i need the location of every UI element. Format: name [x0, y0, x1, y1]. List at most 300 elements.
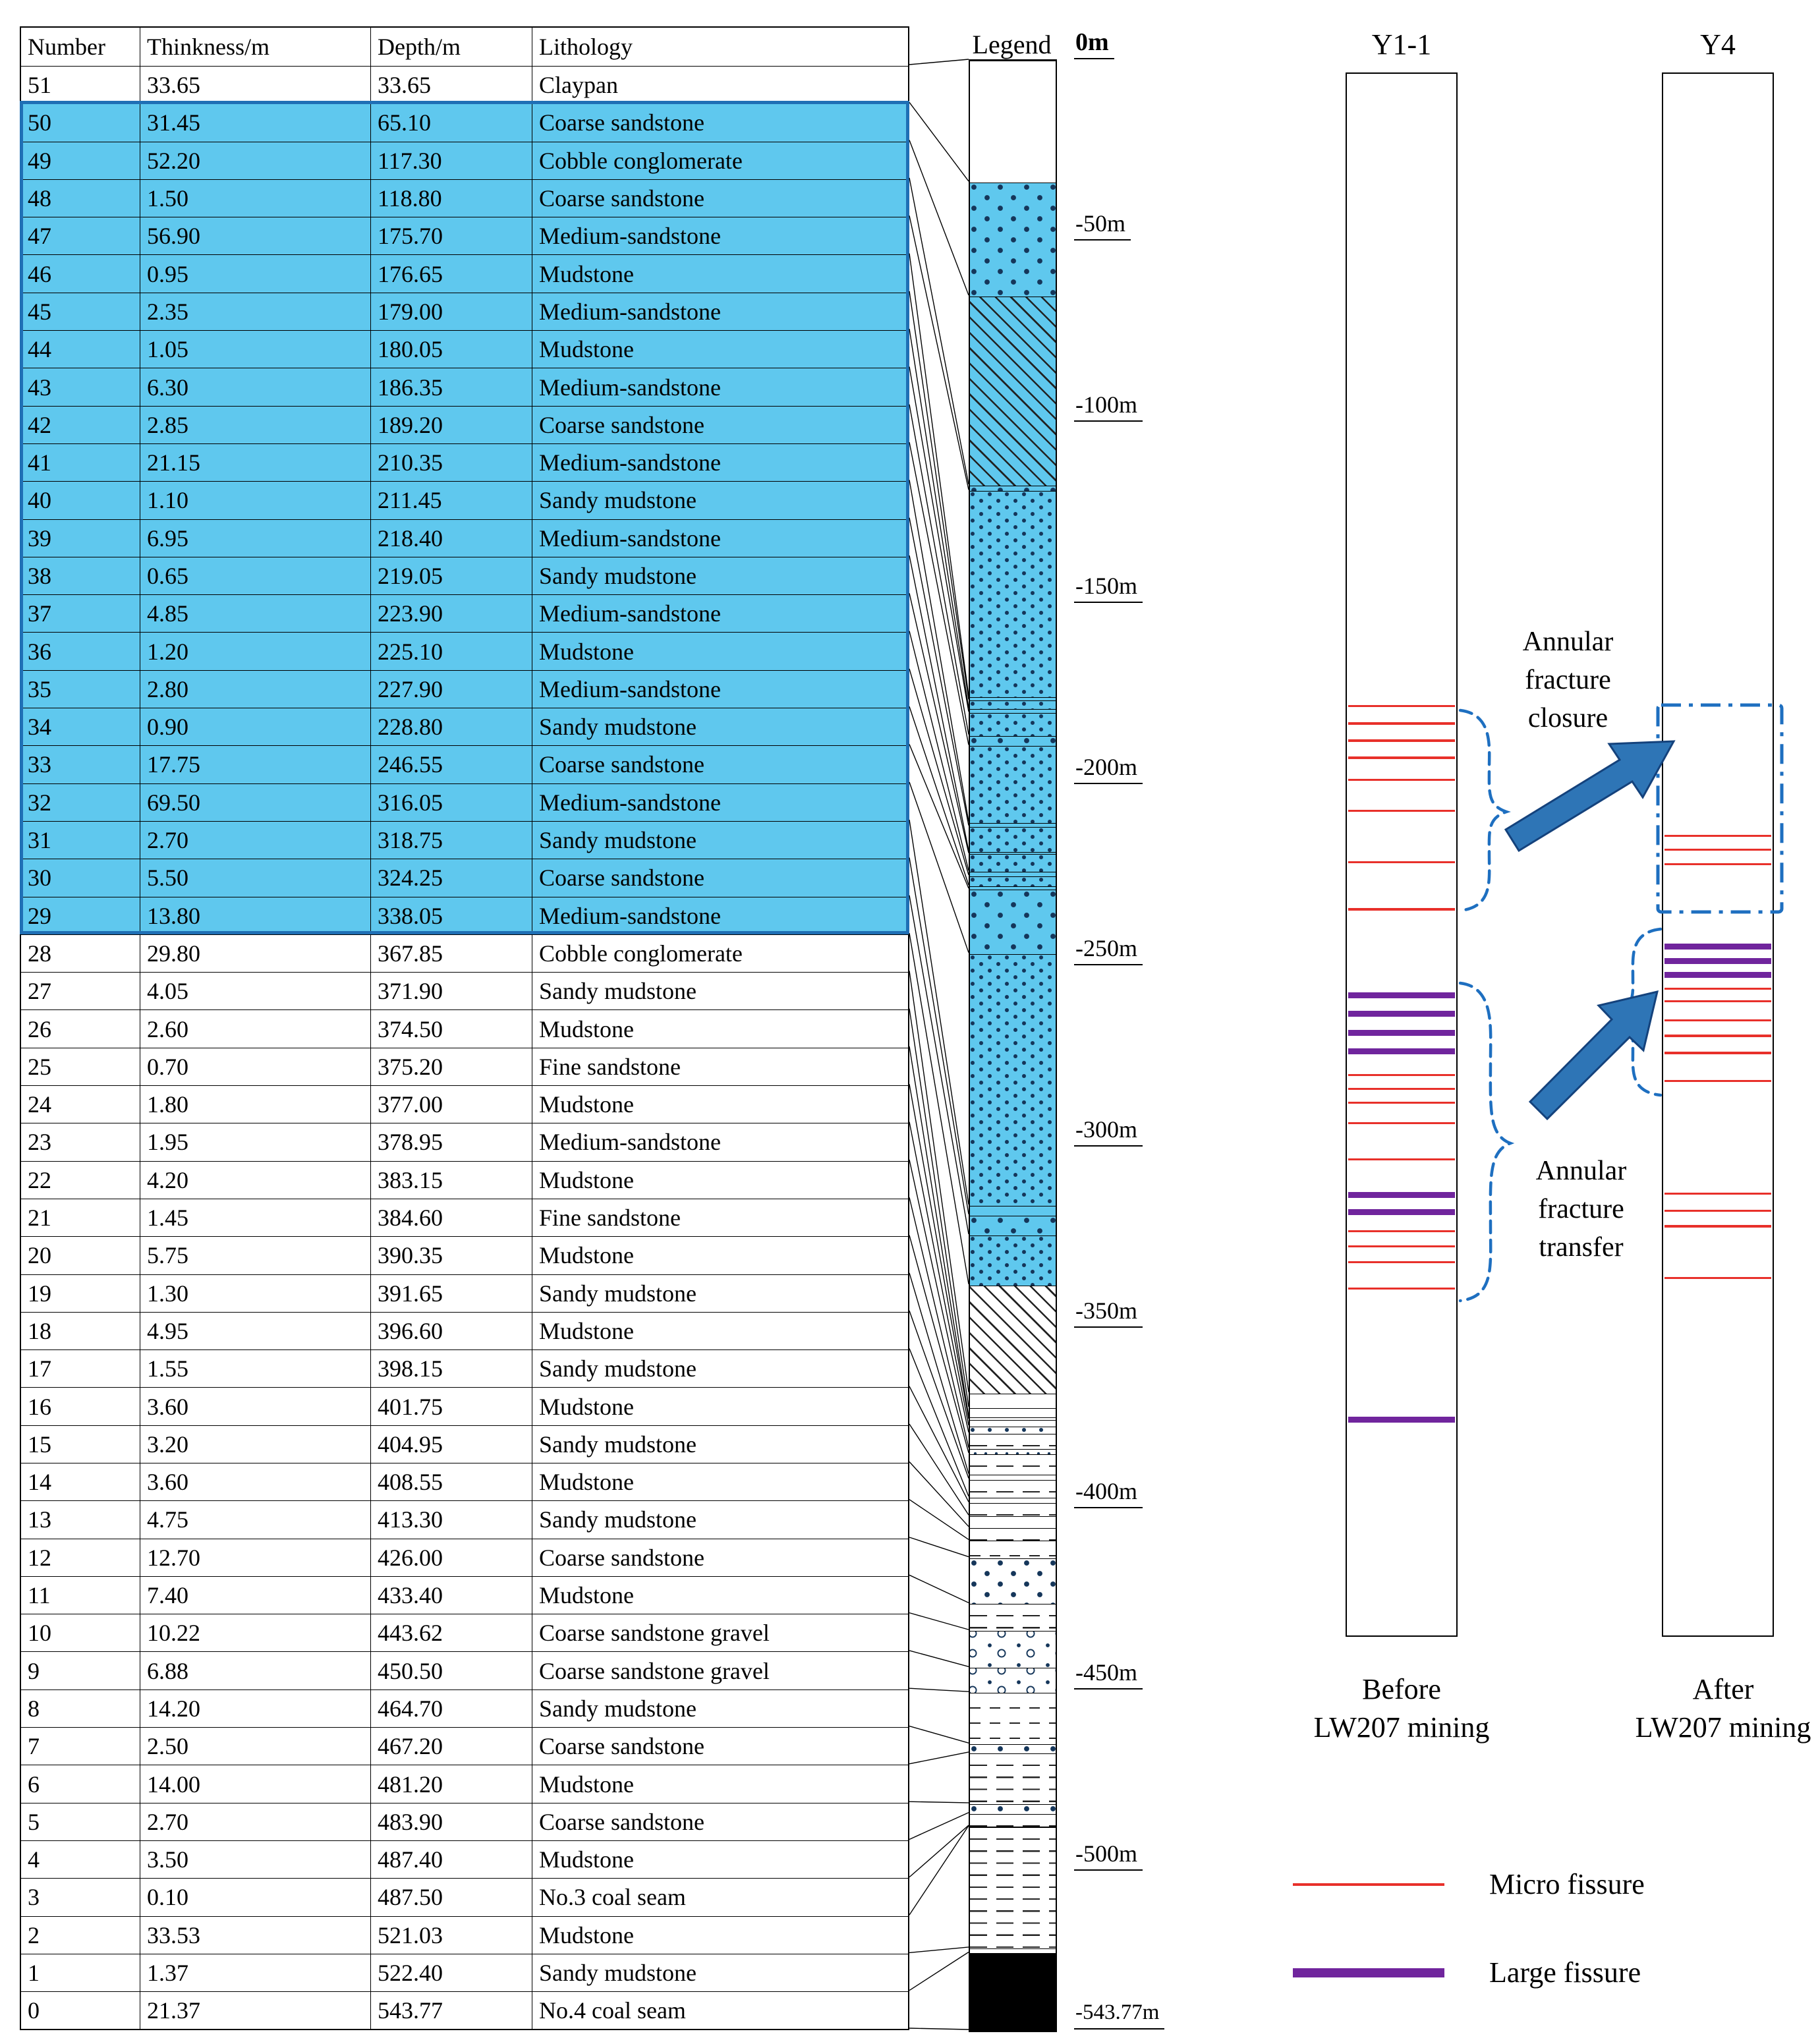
- annotation-transfer: Annular fracture transfer: [1535, 1156, 1627, 1263]
- cell-lithology: Sandy mudstone: [532, 1275, 908, 1312]
- cell-thickness: 6.30: [140, 368, 370, 405]
- cell-lithology: Mudstone: [532, 255, 908, 292]
- depth-tick: -200m: [1074, 752, 1143, 784]
- cell-number: 49: [28, 147, 51, 174]
- cell-thickness: 2.60: [140, 1010, 370, 1047]
- borehole-column-y1-1: [1346, 72, 1458, 1637]
- cell-lithology: Cobble conglomerate: [532, 142, 908, 179]
- header-lithology: Lithology: [532, 28, 908, 66]
- cell-depth: 218.40: [370, 520, 532, 557]
- micro-fissure-line: [1664, 1193, 1771, 1195]
- micro-fissure-line: [1664, 849, 1771, 851]
- strip-unit: [970, 1408, 1056, 1417]
- table-row: [21, 1161, 908, 1199]
- cell-thickness: 1.55: [140, 1350, 370, 1387]
- cell-thickness: 6.88: [140, 1652, 370, 1689]
- strip-unit: [970, 1427, 1056, 1434]
- micro-fissure-line: [1348, 1245, 1455, 1247]
- strip-unit: [970, 954, 1056, 1206]
- cell-depth: 401.75: [370, 1388, 532, 1425]
- strip-unit: [970, 700, 1056, 709]
- cell-thickness: 1.10: [140, 482, 370, 519]
- cell-thickness: 0.95: [140, 255, 370, 292]
- cell-lithology: Coarse sandstone gravel: [532, 1652, 908, 1689]
- cell-thickness: 13.80: [140, 897, 370, 934]
- micro-fissure-line: [1348, 1288, 1455, 1290]
- cell-number: 18: [28, 1317, 51, 1344]
- strip-unit: [970, 486, 1056, 491]
- micro-fissure-line: [1664, 1080, 1771, 1082]
- cell-depth: 179.00: [370, 293, 532, 330]
- cell-thickness: 21.15: [140, 444, 370, 481]
- cell-thickness: 2.70: [140, 822, 370, 859]
- cell-lithology: Medium-sandstone: [532, 293, 908, 330]
- cell-lithology: Mudstone: [532, 1237, 908, 1274]
- cell-number: 11: [28, 1582, 51, 1609]
- strip-unit: [970, 890, 1056, 954]
- large-fissure-line: [1348, 1011, 1455, 1017]
- cell-thickness: 29.80: [140, 935, 370, 972]
- cell-lithology: No.4 coal seam: [532, 1992, 908, 2029]
- strip-unit: [970, 1827, 1056, 1948]
- cell-lithology: Mudstone: [532, 1086, 908, 1123]
- table-row: [21, 1765, 908, 1802]
- legend-item-large-fissure: [1293, 1956, 1641, 1990]
- table-row: [21, 1425, 908, 1463]
- cell-depth: 426.00: [370, 1539, 532, 1576]
- micro-fissure-line: [1348, 1158, 1455, 1160]
- cell-thickness: 14.20: [140, 1690, 370, 1727]
- cell-thickness: 14.00: [140, 1765, 370, 1802]
- cell-lithology: Fine sandstone: [532, 1199, 908, 1236]
- table-row: [21, 1614, 908, 1651]
- strip-unit: [970, 1693, 1056, 1744]
- cell-number: 15: [28, 1431, 51, 1458]
- cell-lithology: Sandy mudstone: [532, 1690, 908, 1727]
- depth-tick: 0m: [1074, 28, 1114, 59]
- cell-depth: 338.05: [370, 897, 532, 934]
- table-row: [21, 897, 908, 934]
- cell-depth: 443.62: [370, 1614, 532, 1651]
- cell-lithology: Coarse sandstone gravel: [532, 1614, 908, 1651]
- micro-fissure-line: [1664, 1000, 1771, 1002]
- cell-depth: 522.40: [370, 1954, 532, 1991]
- depth-tick: -250m: [1074, 934, 1143, 965]
- cell-number: 1: [28, 1959, 40, 1986]
- large-fissure-line: [1348, 992, 1455, 998]
- large-fissure-line: [1664, 972, 1771, 978]
- micro-fissure-line: [1348, 861, 1455, 863]
- cell-lithology: No.3 coal seam: [532, 1879, 908, 1916]
- micro-fissure-line: [1664, 1052, 1771, 1054]
- cell-number: 44: [28, 336, 51, 363]
- cell-depth: 180.05: [370, 331, 532, 368]
- legend-item-micro-fissure: [1293, 1867, 1645, 1902]
- cell-number: 34: [28, 714, 51, 741]
- cell-number: 4: [28, 1846, 40, 1873]
- micro-fissure-line: [1348, 1074, 1455, 1076]
- depth-tick: -50m: [1074, 209, 1131, 241]
- cell-depth: 186.35: [370, 368, 532, 405]
- table-strip-connectors: [909, 59, 969, 2030]
- cell-lithology: Sandy mudstone: [532, 482, 908, 519]
- cell-depth: 227.90: [370, 671, 532, 708]
- large-fissure-line: [1348, 1209, 1455, 1215]
- table-row: [21, 1387, 908, 1425]
- cell-thickness: 4.05: [140, 973, 370, 1009]
- micro-fissure-line: [1348, 779, 1455, 781]
- micro-fissure-line: [1348, 722, 1455, 724]
- cell-thickness: 1.50: [140, 180, 370, 217]
- cell-depth: 211.45: [370, 482, 532, 519]
- strip-unit: [970, 1948, 1056, 1954]
- strip-unit: [970, 1953, 1056, 2031]
- cell-lithology: Sandy mudstone: [532, 1954, 908, 1991]
- strip-unit: [970, 1480, 1056, 1498]
- strip-unit: [970, 872, 1056, 876]
- cell-depth: 521.03: [370, 1917, 532, 1954]
- micro-fissure-line: [1664, 835, 1771, 837]
- strip-unit: [970, 1668, 1056, 1693]
- cell-depth: 543.77: [370, 1992, 532, 2029]
- cell-depth: 481.20: [370, 1765, 532, 1802]
- caption-before-line2: LW207 mining: [1313, 1711, 1490, 1744]
- strip-unit: [970, 1744, 1056, 1753]
- cell-number: 9: [28, 1657, 40, 1684]
- cell-thickness: 1.80: [140, 1086, 370, 1123]
- table-row: [21, 1991, 908, 2029]
- depth-tick: -500m: [1074, 1839, 1143, 1871]
- cell-depth: 318.75: [370, 822, 532, 859]
- strip-unit: [970, 61, 1056, 183]
- cell-lithology: Sandy mudstone: [532, 708, 908, 745]
- cell-number: 12: [28, 1544, 51, 1571]
- cell-thickness: 0.70: [140, 1048, 370, 1085]
- cell-number: 36: [28, 638, 51, 665]
- cell-number: 29: [28, 902, 51, 929]
- cell-lithology: Coarse sandstone: [532, 1728, 908, 1765]
- cell-lithology: Mudstone: [532, 1765, 908, 1802]
- strip-unit: [970, 1394, 1056, 1408]
- strip-unit: [970, 1558, 1056, 1604]
- table-row: [21, 783, 908, 821]
- table-row: [21, 293, 908, 330]
- cell-lithology: Mudstone: [532, 1841, 908, 1878]
- transfer-source-brace: [1460, 983, 1510, 1301]
- table-row: [21, 1727, 908, 1765]
- large-fissure-line: [1348, 1192, 1455, 1198]
- cell-thickness: 4.20: [140, 1162, 370, 1199]
- cell-depth: 33.65: [370, 67, 532, 103]
- cell-lithology: Medium-sandstone: [532, 217, 908, 254]
- header-thickness: Thinkness/m: [140, 28, 370, 66]
- cell-thickness: 1.30: [140, 1275, 370, 1312]
- header-depth: Depth/m: [370, 28, 532, 66]
- cell-number: 2: [28, 1921, 40, 1948]
- cell-number: 38: [28, 563, 51, 589]
- table-row: [21, 1199, 908, 1236]
- table-row: [21, 1463, 908, 1500]
- micro-fissure-line: [1348, 705, 1455, 707]
- cell-number: 5: [28, 1808, 40, 1835]
- cell-thickness: 0.65: [140, 557, 370, 594]
- cell-number: 25: [28, 1053, 51, 1080]
- borehole-label-y1-1: Y1-1: [1371, 28, 1432, 61]
- cell-thickness: 56.90: [140, 217, 370, 254]
- cell-thickness: 3.20: [140, 1426, 370, 1463]
- table-row: [21, 1539, 908, 1576]
- cell-lithology: Medium-sandstone: [532, 444, 908, 481]
- cell-number: 23: [28, 1129, 51, 1156]
- depth-tick: -543.77m: [1074, 1998, 1164, 2030]
- cell-number: 43: [28, 374, 51, 401]
- table-row: [21, 1312, 908, 1349]
- cell-lithology: Medium-sandstone: [532, 784, 908, 821]
- cell-number: 26: [28, 1015, 51, 1042]
- borehole-column-y4: [1662, 72, 1774, 1637]
- cell-depth: 413.30: [370, 1501, 532, 1538]
- table-row: [21, 594, 908, 632]
- cell-depth: 118.80: [370, 180, 532, 217]
- cell-thickness: 2.70: [140, 1803, 370, 1840]
- strip-unit: [970, 1286, 1056, 1394]
- cell-number: 0: [28, 1997, 40, 2024]
- caption-after-line2: LW207 mining: [1635, 1711, 1811, 1744]
- strip-unit: [970, 876, 1056, 886]
- cell-number: 6: [28, 1771, 40, 1798]
- micro-fissure-line: [1348, 756, 1455, 758]
- cell-thickness: 0.10: [140, 1879, 370, 1916]
- cell-number: 33: [28, 751, 51, 778]
- cell-thickness: 4.85: [140, 595, 370, 632]
- micro-fissure-line: [1664, 1210, 1771, 1212]
- cell-depth: 384.60: [370, 1199, 532, 1236]
- header-number: Number: [28, 34, 105, 60]
- cell-lithology: Medium-sandstone: [532, 897, 908, 934]
- micro-fissure-line: [1664, 1035, 1771, 1036]
- cell-number: 46: [28, 260, 51, 287]
- cell-thickness: 3.50: [140, 1841, 370, 1878]
- strip-unit: [970, 827, 1056, 852]
- table-row: [21, 66, 908, 103]
- cell-number: 37: [28, 600, 51, 627]
- large-fissure-swatch: [1293, 1968, 1444, 1977]
- cell-number: 30: [28, 865, 51, 892]
- large-fissure-line: [1348, 1030, 1455, 1036]
- strip-unit: [970, 1454, 1056, 1475]
- cell-thickness: 2.35: [140, 293, 370, 330]
- strip-unit: [970, 1503, 1056, 1516]
- cell-depth: 189.20: [370, 407, 532, 443]
- table-row: [21, 1576, 908, 1614]
- cell-thickness: 33.53: [140, 1917, 370, 1954]
- micro-fissure-line: [1664, 1277, 1771, 1279]
- cell-depth: 383.15: [370, 1162, 532, 1199]
- strip-unit: [970, 1216, 1056, 1235]
- cell-lithology: Coarse sandstone: [532, 407, 908, 443]
- cell-number: 31: [28, 827, 51, 854]
- lithology-table: [20, 26, 909, 2030]
- cell-number: 45: [28, 298, 51, 325]
- borehole-label-y4: Y4: [1700, 28, 1736, 61]
- strip-unit: [970, 746, 1056, 822]
- table-row: [21, 330, 908, 368]
- cell-lithology: Medium-sandstone: [532, 671, 908, 708]
- strip-unit: [970, 1475, 1056, 1479]
- cell-depth: 487.50: [370, 1879, 532, 1916]
- cell-number: 24: [28, 1091, 51, 1118]
- cell-thickness: 10.22: [140, 1614, 370, 1651]
- micro-fissure-line: [1664, 988, 1771, 990]
- strip-unit: [970, 736, 1056, 747]
- cell-lithology: Coarse sandstone: [532, 104, 908, 141]
- cell-lithology: Mudstone: [532, 633, 908, 669]
- cell-number: 8: [28, 1695, 40, 1722]
- cell-depth: 396.60: [370, 1313, 532, 1349]
- cell-lithology: Fine sandstone: [532, 1048, 908, 1085]
- strip-unit: [970, 1631, 1056, 1668]
- table-row: [21, 934, 908, 972]
- cell-number: 41: [28, 449, 51, 476]
- cell-lithology: Sandy mudstone: [532, 557, 908, 594]
- table-row: [21, 1048, 908, 1085]
- micro-fissure-line: [1348, 1122, 1455, 1124]
- table-row: [21, 1085, 908, 1123]
- cell-thickness: 2.50: [140, 1728, 370, 1765]
- cell-depth: 324.25: [370, 859, 532, 896]
- large-fissure-line: [1664, 958, 1771, 964]
- cell-depth: 378.95: [370, 1123, 532, 1160]
- cell-thickness: 0.90: [140, 708, 370, 745]
- cell-lithology: Coarse sandstone: [532, 746, 908, 783]
- cell-depth: 375.20: [370, 1048, 532, 1085]
- cell-depth: 408.55: [370, 1463, 532, 1500]
- cell-depth: 433.40: [370, 1577, 532, 1614]
- cell-number: 42: [28, 411, 51, 438]
- cell-thickness: 33.65: [140, 67, 370, 103]
- caption-after: [1572, 1670, 1820, 1747]
- cell-lithology: Mudstone: [532, 1463, 908, 1500]
- cell-depth: 487.40: [370, 1841, 532, 1878]
- table-row: [21, 254, 908, 292]
- cell-depth: 374.50: [370, 1010, 532, 1047]
- caption-after-line1: After: [1692, 1673, 1754, 1705]
- transfer-arrow: [1530, 992, 1657, 1119]
- cell-depth: 367.85: [370, 935, 532, 972]
- cell-thickness: 2.80: [140, 671, 370, 708]
- cell-lithology: Coarse sandstone: [532, 180, 908, 217]
- cell-number: 10: [28, 1620, 51, 1647]
- legend-title: Legend: [972, 30, 1052, 59]
- cell-number: 19: [28, 1280, 51, 1307]
- table-row: [21, 519, 908, 557]
- depth-tick: -300m: [1074, 1115, 1143, 1147]
- cell-number: 40: [28, 487, 51, 514]
- table-row: [21, 368, 908, 405]
- strip-unit: [970, 854, 1056, 872]
- cell-depth: 371.90: [370, 973, 532, 1009]
- table-row: [21, 1803, 908, 1840]
- strip-unit: [970, 1434, 1056, 1449]
- cell-number: 14: [28, 1469, 51, 1496]
- cell-number: 50: [28, 109, 51, 136]
- depth-tick: -150m: [1074, 571, 1143, 603]
- strip-unit: [970, 1541, 1056, 1558]
- cell-depth: 450.50: [370, 1652, 532, 1689]
- table-row: [21, 1840, 908, 1878]
- cell-depth: 225.10: [370, 633, 532, 669]
- cell-thickness: 6.95: [140, 520, 370, 557]
- caption-before-line1: Before: [1362, 1673, 1441, 1705]
- micro-fissure-line: [1348, 810, 1455, 812]
- caption-before: [1250, 1670, 1553, 1747]
- cell-thickness: 5.50: [140, 859, 370, 896]
- micro-fissure-line: [1664, 863, 1771, 865]
- cell-thickness: 1.20: [140, 633, 370, 669]
- cell-thickness: 1.95: [140, 1123, 370, 1160]
- table-row: [21, 443, 908, 481]
- strip-unit: [970, 1604, 1056, 1631]
- cell-number: 21: [28, 1205, 51, 1232]
- strip-unit: [970, 297, 1056, 486]
- micro-fissure-line: [1348, 1261, 1455, 1263]
- cell-thickness: 4.75: [140, 1501, 370, 1538]
- cell-lithology: Sandy mudstone: [532, 822, 908, 859]
- strip-unit: [970, 1804, 1056, 1814]
- table-row: [21, 1651, 908, 1689]
- cell-depth: 483.90: [370, 1803, 532, 1840]
- cell-number: 3: [28, 1884, 40, 1911]
- table-row: [21, 972, 908, 1009]
- micro-fissure-line: [1348, 1088, 1455, 1090]
- micro-fissure-line: [1348, 739, 1455, 741]
- micro-fissure-line: [1348, 908, 1455, 910]
- cell-lithology: Medium-sandstone: [532, 595, 908, 632]
- cell-number: 16: [28, 1393, 51, 1420]
- cell-thickness: 17.75: [140, 746, 370, 783]
- table-row: [21, 557, 908, 594]
- large-fissure-label: Large fissure: [1489, 1956, 1641, 1989]
- closure-source-brace: [1460, 710, 1506, 911]
- strip-unit: [970, 1516, 1056, 1528]
- large-fissure-line: [1348, 1048, 1455, 1054]
- cell-number: 13: [28, 1506, 51, 1533]
- cell-lithology: Mudstone: [532, 1917, 908, 1954]
- cell-number: 32: [28, 789, 51, 816]
- micro-fissure-line: [1664, 1225, 1771, 1227]
- cell-thickness: 52.20: [140, 142, 370, 179]
- table-row: [21, 1954, 908, 1991]
- micro-fissure-line: [1664, 1019, 1771, 1021]
- table-row: [21, 1500, 908, 1538]
- cell-lithology: Medium-sandstone: [532, 368, 908, 405]
- strip-unit: [970, 1235, 1056, 1286]
- strip-unit: [970, 491, 1056, 697]
- table-row: [21, 103, 908, 141]
- cell-depth: 219.05: [370, 557, 532, 594]
- table-row: [21, 179, 908, 217]
- cell-number: 7: [28, 1733, 40, 1760]
- cell-lithology: Mudstone: [532, 1162, 908, 1199]
- table-header-row: [21, 28, 908, 66]
- cell-lithology: Sandy mudstone: [532, 1501, 908, 1538]
- cell-thickness: 1.37: [140, 1954, 370, 1991]
- cell-lithology: Sandy mudstone: [532, 1350, 908, 1387]
- table-row: [21, 1349, 908, 1387]
- depth-tick: -100m: [1074, 390, 1143, 422]
- cell-depth: 390.35: [370, 1237, 532, 1274]
- table-row: [21, 1878, 908, 1916]
